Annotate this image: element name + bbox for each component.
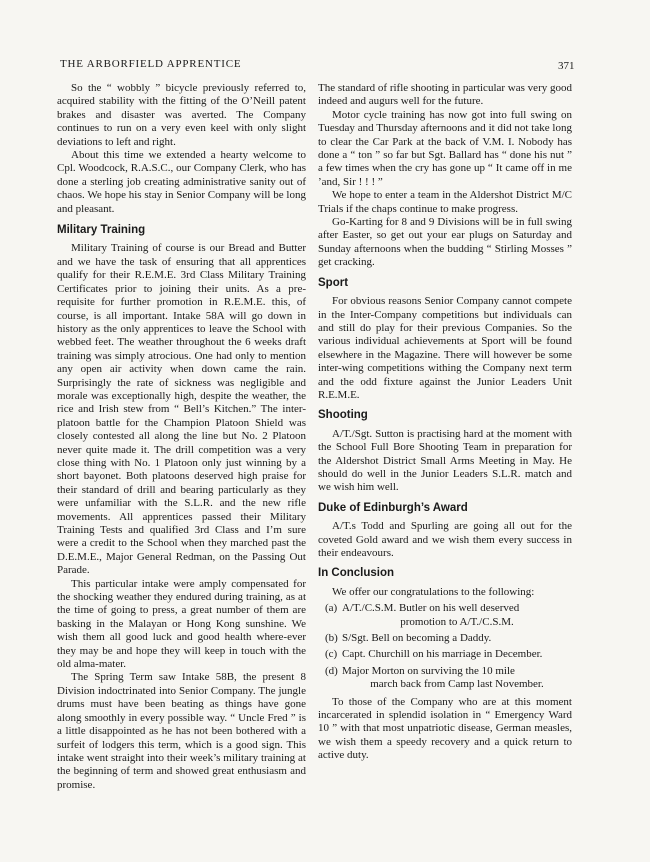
list-item-continuation: promotion to A/T./C.S.M. — [400, 615, 514, 628]
paragraph: So the “ wobbly ” bicycle previously referred to, acquired stability with the fitting of the O’Neill patent brakes and disaster was averted. The Company continues to run on a very even keel with only slight deviations to left and right. — [57, 82, 306, 148]
list-marker: (c) — [325, 648, 338, 661]
paragraph: We offer our congratulations to the following: — [332, 585, 535, 598]
paragraph: For obvious reasons Senior Company cannot compete in the Inter-Company competitions but individuals can and still do play for their previous Companies. So the various individual achievements at Sport will be found elsewhere in the Magazine. There will however be some inter-wing competitions withing the Company next term and the odd fixture against the Junior Leaders Unit R.E.M.E. — [318, 295, 572, 401]
list-marker: (d) — [325, 664, 338, 677]
section-heading-military-training: Military Training — [57, 224, 146, 237]
list-marker: (a) — [325, 602, 338, 615]
paragraph: The Spring Term saw Intake 58B, the present 8 Division indoctrinated into Senior Company. The jungle drums must have been beating as things have gone along smoothly in every possible way. “ Uncle Fred ” is a little disappointed as he has not been bothered with a surfeit of lodgers this term, which is a good sign. This intake went straight into their week’s military training at the beginning of term and showed great enthusiasm and promise. — [57, 671, 306, 791]
paragraph: About this time we extended a hearty welcome to Cpl. Woodcock, R.A.S.C., our Company Clerk, who has done a sterling job creating administrative sanity out of chaos. We hope his stay in Senior Company will be long and pleasant. — [57, 149, 306, 215]
section-heading-duke-of-edinburgh-award: Duke of Edinburgh’s Award — [318, 501, 468, 514]
list-item-text: A/T./C.S.M. Butler on his well deserved — [342, 602, 520, 615]
list-item-text: Capt. Churchill on his marriage in December. — [342, 648, 543, 661]
list-item-text: S/Sgt. Bell on becoming a Daddy. — [342, 632, 492, 645]
paragraph: Go-Karting for 8 and 9 Divisions will be in full swing after Easter, so get out your ear plugs on Saturday and Sunday afternoons when the budding “ Stirling Mosses ” get cracking. — [318, 216, 572, 269]
paragraph: The standard of rifle shooting in particular was very good indeed and augurs well for the future. — [318, 82, 572, 108]
list-item-continuation: march back from Camp last November. — [370, 678, 544, 691]
section-heading-in-conclusion: In Conclusion — [318, 567, 395, 580]
paragraph: A/T.s Todd and Spurling are going all out for the coveted Gold award and we wish them every success in their endeavours. — [318, 520, 572, 559]
list-item-text: Major Morton on surviving the 10 mile — [342, 664, 515, 677]
list-marker: (b) — [325, 632, 338, 645]
left-column — [57, 82, 306, 792]
running-title: THE ARBORFIELD APPRENTICE — [60, 58, 242, 70]
paragraph: To those of the Company who are at this moment incarcerated in splendid isolation in “ Emergency Ward 10 ” with that most unpatriotic disease, German measles, we wish them a speedy recovery and a quick return to active duty. — [318, 695, 572, 762]
congratulations-list — [318, 602, 572, 691]
section-heading-shooting: Shooting — [318, 409, 368, 422]
section-heading-sport: Sport — [318, 276, 349, 289]
right-column — [318, 82, 572, 763]
paragraph: Military Training of course is our Bread and Butter and we have the task of ensuring that all apprentices qualify for their R.E.M.E. 3rd Class Military Training Certificates prior to joining their units. As a pre-requisite for further promotion in R.E.M.E. this, of course, is all important. Intake 58A will go down in history as the only apprentices to leave the School with webbed feet. The weather throughout the 6 weeks draft training was simply atrocious. One had only to mention any open air activity when down came the rain. Surprisingly the rate of sickness was negligible and morale was exceptionally high, despite the weather, the rice and Irish stew from “ Bell’s Kitchen.” The inter-platoon battle for the Champion Platoon Shield was closely contested all along the line but No. 2 Platoon never quite made it. The drill competition was a very close thing with No. 1 Platoon only just winning by a short bayonet. Both platoons deserved high praise for their standard of drill and bearing particularly as they were unfamiliar with the S.L.R. and the new rifle movements. All apprentices passed their Military Training Tests and qualified 3rd Class and I’m sure were a credit to the School when they marched past the D.E.M.E., Major General Redman, on the Passing Out Parade. — [57, 242, 306, 577]
list-item — [318, 632, 572, 645]
page-number: 371 — [558, 60, 575, 72]
list-item — [318, 602, 572, 629]
list-item — [318, 665, 572, 692]
paragraph: We hope to enter a team in the Aldershot District M/C Trials if the chaps continue to make progress. — [318, 189, 572, 215]
list-item — [318, 648, 572, 661]
paragraph: Motor cycle training has now got into full swing on Tuesday and Thursday afternoons and it did not take long to clear the Car Park at the back of V.M. I. Nobody has done a “ ton ” so far but Sgt. Ballard has “ done his nut ” a few times when the cry has gone up “ It came off in me ’and, Sir ! ! ! ” — [318, 108, 572, 188]
paragraph: This particular intake were amply compensated for the shocking weather they endured during training, as at the time of going to press, a great number of them are basking in the Malayan or Hong Kong sunshine. We wish them all good luck and good health where-ever they may be and hope they will keep in touch with the old alma-mater. — [57, 577, 306, 671]
paragraph: A/T./Sgt. Sutton is practising hard at the moment with the School Full Bore Shooting Team in preparation for the Aldershot District Small Arms Meeting in May. He should do well in the Junior Leaders S.L.R. match and we wish him well. — [318, 427, 572, 494]
